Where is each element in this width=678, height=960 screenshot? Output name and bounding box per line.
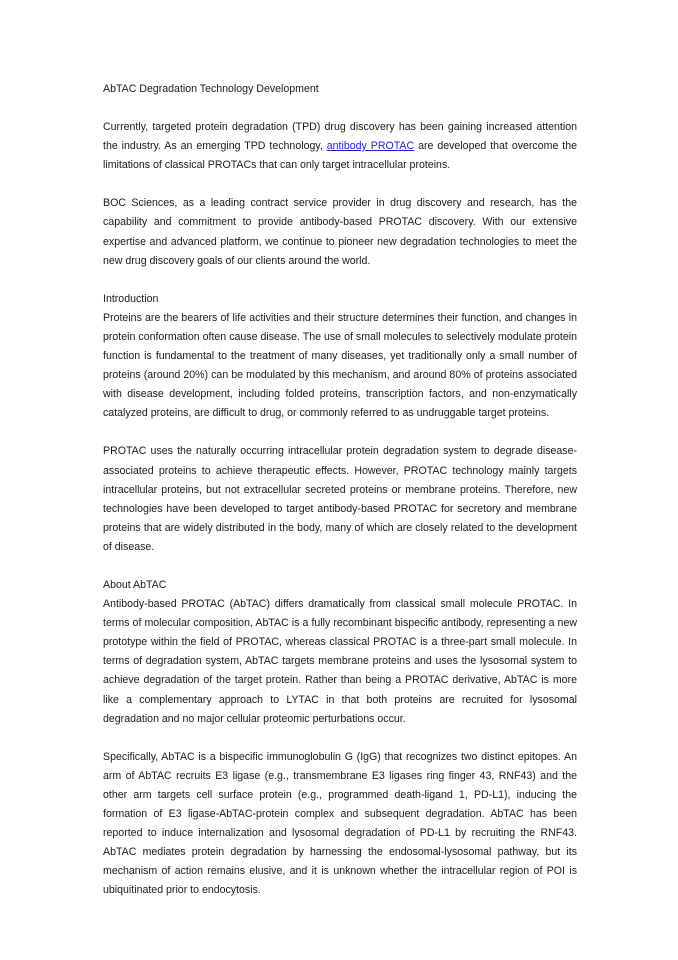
section-heading-about-abtac: About AbTAC — [103, 578, 167, 591]
introduction-paragraph-2: PROTAC uses the naturally occurring intracellular protein degradation system to degrade disease-associated proteins to achieve therapeutic effects. However, PROTAC technology mainly targets intracellular proteins, but not extracellular secreted proteins or membrane proteins. Therefore, new technologies have been developed to target antibody-based PROTAC for secretory and membrane proteins that are widely distributed in the body, many of which are closely related to the development of disease. — [103, 445, 577, 553]
document-title: AbTAC Degradation Technology Development — [103, 83, 319, 95]
about-abtac-paragraph-2: Specifically, AbTAC is a bispecific immunoglobulin G (IgG) that recognizes two distinct epitopes. An arm of AbTAC recruits E3 ligase (e.g., transmembrane E3 ligases ring finger 43, RNF43) and the other arm targets cell surface protein (e.g., programmed death-ligand 1, PD-L1), inducing the formation of E3 ligase-AbTAC-protein complex and subsequent degradation. AbTAC has been reported to induce internalization and lysosomal degradation of PD-L1 by recruiting the RNF43. AbTAC mediates protein degradation by harnessing the endosomal-lysosomal pathway, but its mechanism of action remains elusive, and it is unknown whether the intracellular region of POI is ubiquitinated prior to endocytosis. — [103, 750, 577, 897]
introduction-paragraph-1: Proteins are the bearers of life activities and their structure determines their function, and changes in protein conformation often cause disease. The use of small molecules to selectively modulate protein function is fundamental to the treatment of many diseases, yet traditionally only a small number of proteins (around 20%) can be modulated by this mechanism, and around 80% of proteins associated with disease development, including folded proteins, transcription factors, and non-enzymatically catalyzed proteins, are difficult to drug, or commonly referred to as undruggable target proteins. — [103, 311, 577, 420]
intro-text-before-link: Currently, targeted protein degradation (TPD) drug discovery has been gaining increased attention the industry. As an emerging TPD technology, — [103, 121, 577, 153]
antibody-protac-link[interactable]: antibody PROTAC — [326, 140, 415, 153]
section-heading-introduction: Introduction — [103, 292, 159, 305]
intro-paragraph — [103, 118, 577, 175]
about-abtac-paragraph-1: Antibody-based PROTAC (AbTAC) differs dramatically from classical small molecule PROTAC. In terms of molecular composition, AbTAC is a fully recombinant bispecific antibody, representing a new prototype within the field of PROTAC, whereas classical PROTAC is a three-part small molecule. In terms of degradation system, AbTAC targets membrane proteins and uses the lysosomal system to achieve degradation of the target protein. Rather than being a PROTAC derivative, AbTAC is more like a complementary approach to LYTAC in that both proteins are recruited for lysosomal degradation and no major cellular proteomic perturbations occur. — [103, 598, 577, 725]
intro-text-after-link: are developed that overcome the limitations of classical PROTACs that can only target intracellular proteins. — [103, 140, 578, 172]
document-page — [103, 80, 577, 919]
boc-sciences-paragraph: BOC Sciences, as a leading contract service provider in drug discovery and research, has the capability and commitment to provide antibody-based PROTAC discovery. With our extensive expertise and advanced platform, we continue to pioneer new degradation technologies to meet the new drug discovery goals of our clients around the world. — [103, 197, 577, 267]
